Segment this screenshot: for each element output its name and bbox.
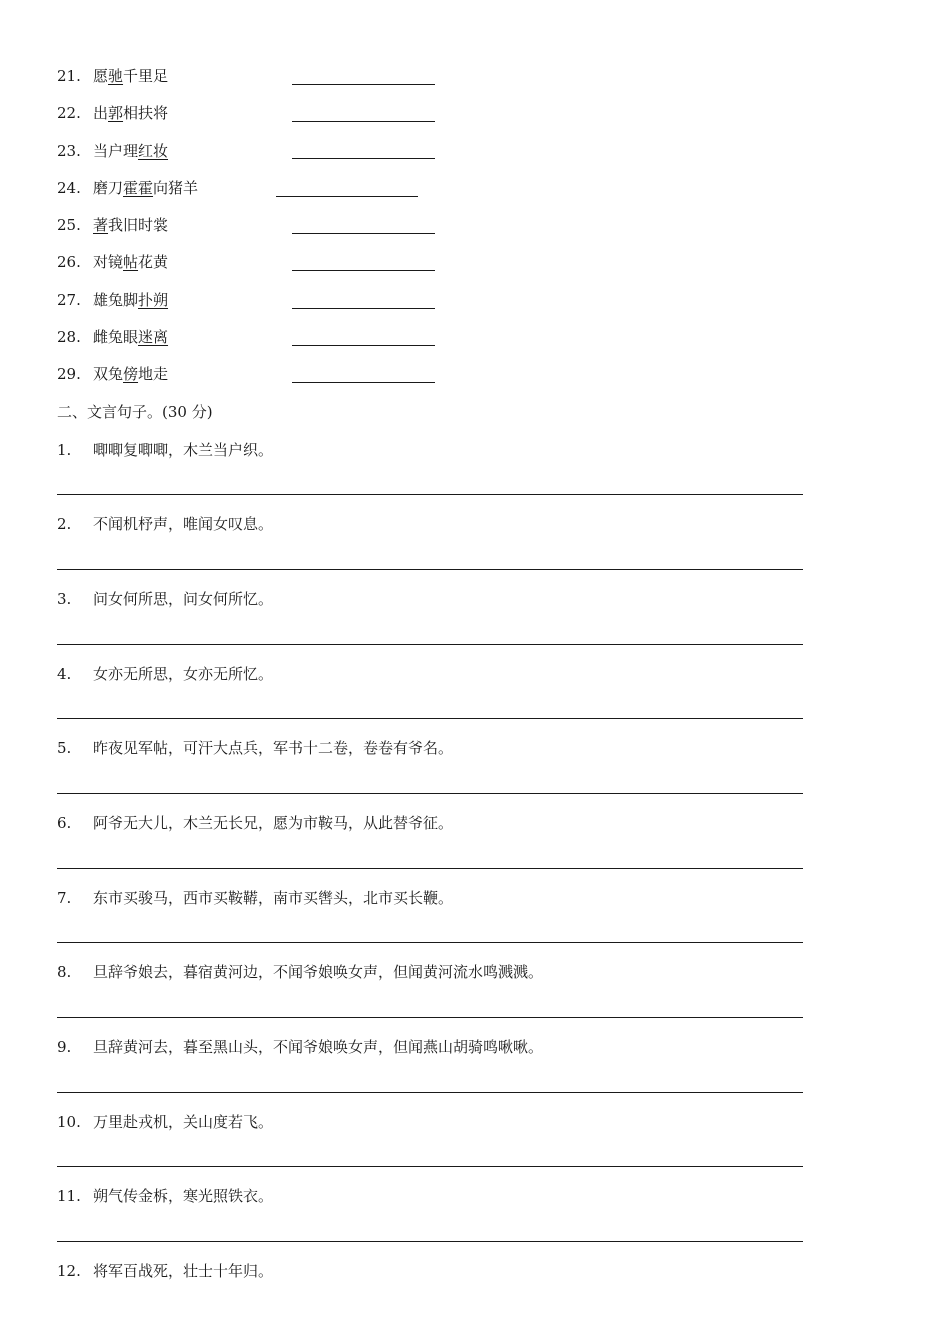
answer-blank[interactable] bbox=[292, 308, 435, 309]
sentence-text: 阿爷无大儿，木兰无长兄，愿为市鞍马，从此替爷征。 bbox=[93, 814, 454, 832]
vocab-item bbox=[57, 362, 168, 386]
sentence-item bbox=[57, 1035, 543, 1059]
item-number: 22. bbox=[57, 104, 81, 122]
item-number: 7. bbox=[57, 889, 72, 907]
answer-line[interactable] bbox=[57, 644, 803, 645]
phrase-text: 雄兔脚 bbox=[93, 291, 139, 309]
answer-line[interactable] bbox=[57, 1241, 803, 1242]
item-number: 28. bbox=[57, 328, 81, 346]
item-number: 29. bbox=[57, 365, 81, 383]
item-number: 3. bbox=[57, 590, 72, 608]
phrase-text: 我旧时裳 bbox=[108, 216, 169, 234]
sentence-text: 旦辞黄河去，暮至黑山头，不闻爷娘唤女声，但闻燕山胡骑鸣啾啾。 bbox=[93, 1038, 544, 1056]
answer-line[interactable] bbox=[57, 569, 803, 570]
item-number: 2. bbox=[57, 515, 72, 533]
sentence-item bbox=[57, 1110, 273, 1134]
item-number: 26. bbox=[57, 253, 81, 271]
underlined-word: 郭 bbox=[108, 104, 124, 122]
phrase-text: 愿 bbox=[93, 67, 109, 85]
sentence-text: 东市买骏马，西市买鞍鞯，南市买辔头，北市买长鞭。 bbox=[93, 889, 454, 907]
vocab-item bbox=[57, 288, 168, 312]
sentence-item bbox=[57, 811, 453, 835]
item-number: 10. bbox=[57, 1113, 81, 1131]
answer-blank[interactable] bbox=[292, 270, 435, 271]
phrase-text: 千里足 bbox=[123, 67, 169, 85]
underlined-word: 傍 bbox=[123, 365, 139, 383]
item-number: 27. bbox=[57, 291, 81, 309]
vocab-item bbox=[57, 139, 168, 163]
sentence-item bbox=[57, 438, 273, 462]
section-heading: 二、文言句子。(30 分) bbox=[57, 403, 213, 421]
item-number: 8. bbox=[57, 963, 72, 981]
phrase-text: 双兔 bbox=[93, 365, 124, 383]
answer-blank[interactable] bbox=[292, 158, 435, 159]
answer-blank[interactable] bbox=[292, 345, 435, 346]
phrase-text: 雌兔眼 bbox=[93, 328, 139, 346]
sentence-text: 万里赴戎机，关山度若飞。 bbox=[93, 1113, 274, 1131]
answer-blank[interactable] bbox=[292, 382, 435, 383]
sentence-item bbox=[57, 512, 273, 536]
phrase-text: 磨刀 bbox=[93, 179, 124, 197]
phrase-text: 花黄 bbox=[138, 253, 169, 271]
sentence-item bbox=[57, 1184, 273, 1208]
answer-line[interactable] bbox=[57, 793, 803, 794]
underlined-word: 著 bbox=[93, 216, 109, 234]
sentence-text: 旦辞爷娘去，暮宿黄河边，不闻爷娘唤女声，但闻黄河流水鸣溅溅。 bbox=[93, 963, 544, 981]
phrase-text: 当户理 bbox=[93, 142, 139, 160]
sentence-text: 朔气传金柝，寒光照铁衣。 bbox=[93, 1187, 274, 1205]
item-number: 25. bbox=[57, 216, 81, 234]
sentence-item bbox=[57, 1259, 273, 1283]
phrase-text: 向猪羊 bbox=[153, 179, 199, 197]
answer-blank[interactable] bbox=[292, 121, 435, 122]
sentence-item bbox=[57, 587, 273, 611]
sentence-text: 将军百战死，壮士十年归。 bbox=[93, 1262, 274, 1280]
vocab-item bbox=[57, 213, 168, 237]
answer-line[interactable] bbox=[57, 1017, 803, 1018]
answer-line[interactable] bbox=[57, 1166, 803, 1167]
item-number: 11. bbox=[57, 1187, 81, 1205]
item-number: 1. bbox=[57, 441, 72, 459]
item-number: 12. bbox=[57, 1262, 81, 1280]
phrase-text: 对镜 bbox=[93, 253, 124, 271]
underlined-word: 迷离 bbox=[138, 328, 169, 346]
underlined-word: 帖 bbox=[123, 253, 139, 271]
sentence-item bbox=[57, 886, 453, 910]
phrase-text: 相扶将 bbox=[123, 104, 169, 122]
phrase-text: 地走 bbox=[138, 365, 169, 383]
item-number: 23. bbox=[57, 142, 81, 160]
phrase-text: 出 bbox=[93, 104, 109, 122]
answer-line[interactable] bbox=[57, 494, 803, 495]
answer-line[interactable] bbox=[57, 1092, 803, 1093]
item-number: 9. bbox=[57, 1038, 72, 1056]
underlined-word: 红妆 bbox=[138, 142, 169, 160]
item-number: 5. bbox=[57, 739, 72, 757]
sentence-text: 昨夜见军帖，可汗大点兵，军书十二卷，卷卷有爷名。 bbox=[93, 739, 454, 757]
answer-line[interactable] bbox=[57, 942, 803, 943]
answer-blank[interactable] bbox=[292, 233, 435, 234]
item-number: 6. bbox=[57, 814, 72, 832]
vocab-item bbox=[57, 176, 198, 200]
vocab-item bbox=[57, 250, 168, 274]
sentence-text: 女亦无所思，女亦无所忆。 bbox=[93, 665, 274, 683]
answer-line[interactable] bbox=[57, 718, 803, 719]
sentence-text: 问女何所思，问女何所忆。 bbox=[93, 590, 274, 608]
answer-line[interactable] bbox=[57, 868, 803, 869]
answer-blank[interactable] bbox=[292, 84, 435, 85]
vocab-item bbox=[57, 101, 168, 125]
sentence-text: 不闻机杼声，唯闻女叹息。 bbox=[93, 515, 274, 533]
vocab-item bbox=[57, 325, 168, 349]
item-number: 24. bbox=[57, 179, 81, 197]
sentence-item bbox=[57, 736, 453, 760]
answer-blank[interactable] bbox=[276, 196, 418, 197]
item-number: 21. bbox=[57, 67, 81, 85]
underlined-word: 驰 bbox=[108, 67, 124, 85]
sentence-item bbox=[57, 960, 543, 984]
sentence-text: 唧唧复唧唧，木兰当户织。 bbox=[93, 441, 274, 459]
underlined-word: 霍霍 bbox=[123, 179, 154, 197]
vocab-item bbox=[57, 64, 168, 88]
item-number: 4. bbox=[57, 665, 72, 683]
underlined-word: 扑朔 bbox=[138, 291, 169, 309]
sentence-item bbox=[57, 662, 273, 686]
